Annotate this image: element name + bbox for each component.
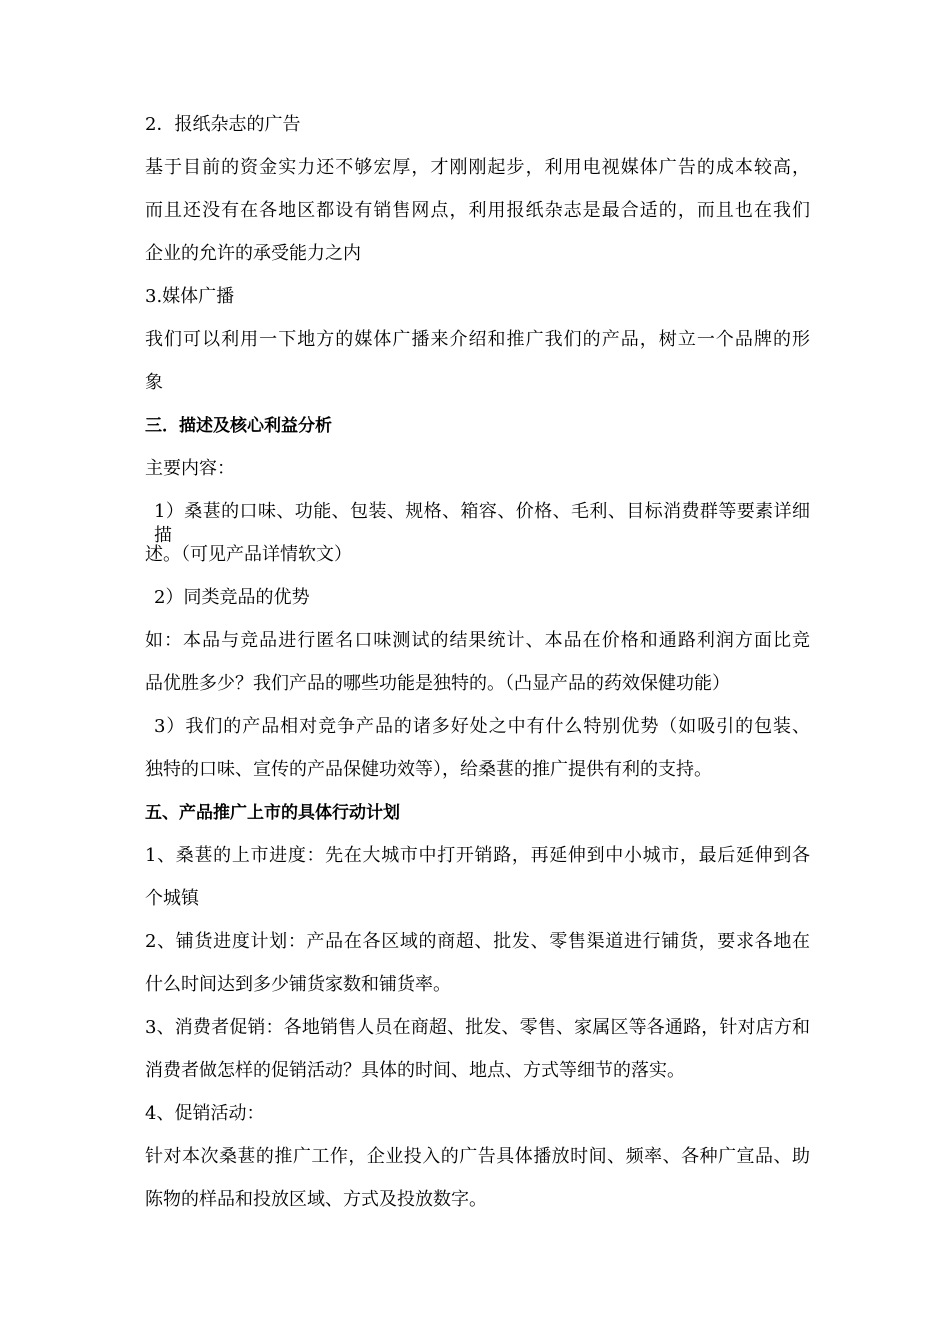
paragraph-line: 陈物的样品和投放区域、方式及投放数字。 [145, 1189, 487, 1210]
list-item: 2）同类竞品的优势 [154, 587, 310, 608]
paragraph-line: 基于目前的资金实力还不够宏厚，才刚刚起步，利用电视媒体广告的成本较高， [145, 157, 810, 178]
list-item: 1、桑葚的上市进度：先在大城市中打开销路，再延伸到中小城市，最后延伸到各 [145, 845, 810, 866]
paragraph-line: 象 [145, 372, 163, 393]
subheading-media-broadcast: 3.媒体广播 [145, 286, 235, 307]
list-item: 3）我们的产品相对竞争产品的诸多好处之中有什么特别优势（如吸引的包装、 [154, 716, 810, 737]
list-item: 3、消费者促销：各地销售人员在商超、批发、零售、家属区等各通路，针对店方和 [145, 1017, 810, 1038]
paragraph-line: 针对本次桑葚的推广工作，企业投入的广告具体播放时间、频率、各种广宣品、助 [145, 1146, 810, 1167]
paragraph-line: 述。（可见产品详情软文） [145, 544, 352, 565]
paragraph-line: 我们可以利用一下地方的媒体广播来介绍和推广我们的产品，树立一个品牌的形 [145, 329, 810, 350]
document-page [145, 113, 810, 1231]
subheading-newspaper-ads: 2．报纸杂志的广告 [145, 114, 301, 135]
paragraph-line: 什么时间达到多少铺货家数和铺货率。 [145, 974, 451, 995]
list-item: 1）桑葚的口味、功能、包装、规格、箱容、价格、毛利、目标消费群等要素详细描 [154, 501, 810, 546]
list-item: 4、促销活动： [145, 1103, 265, 1124]
paragraph-line: 个城镇 [145, 888, 199, 909]
paragraph-line: 而且还没有在各地区都设有销售网点，利用报纸杂志是最合适的，而且也在我们 [145, 200, 810, 221]
section-heading-action-plan: 五、产品推广上市的具体行动计划 [145, 803, 400, 823]
list-item: 2、铺货进度计划：产品在各区域的商超、批发、零售渠道进行铺货，要求各地在 [145, 931, 810, 952]
paragraph-line: 主要内容： [145, 458, 235, 479]
paragraph-line: 企业的允许的承受能力之内 [145, 243, 361, 264]
section-heading-core-benefits: 三．描述及核心利益分析 [145, 416, 332, 436]
paragraph-line: 独特的口味、宣传的产品保健功效等），给桑葚的推广提供有利的支持。 [145, 759, 712, 780]
paragraph-line: 消费者做怎样的促销活动？具体的时间、地点、方式等细节的落实。 [145, 1060, 685, 1081]
paragraph-line: 品优胜多少？我们产品的哪些功能是独特的。（凸显产品的药效保健功能） [145, 673, 730, 694]
paragraph-line: 如：本品与竞品进行匿名口味测试的结果统计、本品在价格和通路利润方面比竞 [145, 630, 810, 651]
